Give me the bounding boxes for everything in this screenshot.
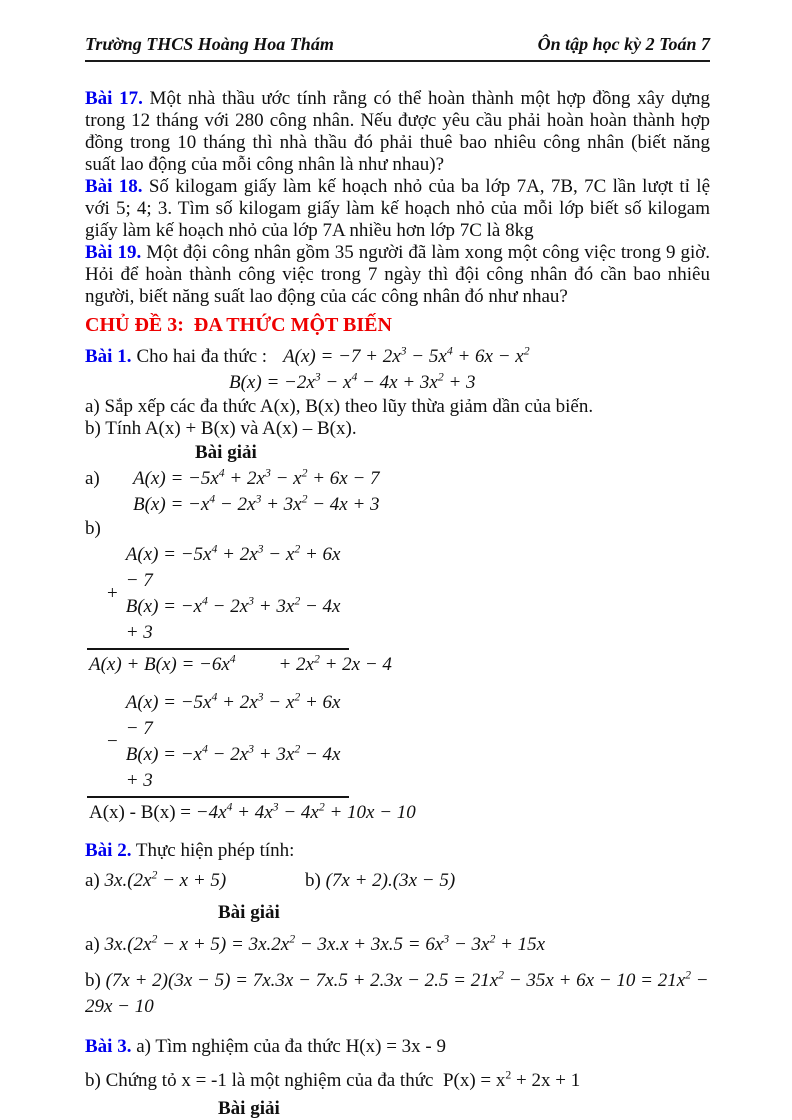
equation-b-of-x: $B(x) = -2x^3 - x^4 - 4x + 3x^2 + 3$ — [229, 370, 476, 393]
solution-2a-label: a) — [85, 934, 100, 955]
subtraction-row1: $A(x) = -5x^4 + 2x^3 - x^2 + 6x - 7$ — [125, 690, 341, 739]
header-doc-title: Ôn tập học kỳ 2 Toán 7 — [537, 34, 710, 54]
solution-1a-row1 — [85, 466, 710, 492]
minus-sign: − — [107, 731, 118, 752]
addition-result: $A(x) + B(x) = -6x^4$ + $2x^2 + 2x - 4$ — [89, 652, 392, 675]
problem-3-part-b-math: $P(x) = x^2 + 2x + 1$ — [442, 1068, 581, 1091]
solution-2a-math: $3x.(2x^2 - x + 5) = 3x.2x^2 - 3x.x + 3x.5 = 6x^3 - 3x^2 + 15x$ — [104, 932, 546, 955]
solution-1a-label: a) — [85, 468, 100, 489]
page-header — [85, 34, 710, 62]
subtraction-result-lhs: A(x) - B(x) = — [89, 802, 196, 823]
header-school-name: Trường THCS Hoàng Hoa Thám — [85, 34, 334, 54]
solution-2b-row — [85, 968, 710, 1020]
problem-17-text: Một nhà thầu ước tính rằng có thể hoàn thành một hợp đồng xây dựng trong 12 tháng với 280 công nhân. Nếu được yêu cầu phải hoàn hoàn thành hợp đồng trong 10 tháng thì nhà thầu đó phải thuê bao nhiêu công nhân (biết năng suất lao động của mỗi công nhân là như nhau)? — [85, 88, 710, 175]
topic-heading: CHỦ ĐỀ 3: ĐA THỨC MỘT BIẾN — [85, 314, 392, 336]
plus-sign: + — [107, 583, 118, 604]
problem-18-text: Số kilogam giấy làm kế hoạch nhỏ của ba lớp 7A, 7B, 7C lần lượt tỉ lệ với 5; 4; 3. Tìm số kilogam giấy làm kế hoạch nhỏ của mỗi lớp biết số kilogam giấy làm kế hoạch nhỏ của lớp 7A nhiều hơn lớp 7C là 8kg — [85, 176, 710, 241]
problem-3-part-b — [85, 1068, 710, 1094]
solution-2b-label: b) — [85, 970, 101, 991]
solution-1b-label: b) — [85, 518, 101, 539]
problem-2 — [85, 840, 710, 862]
problem-18 — [85, 176, 710, 242]
solution-1a-eq2: $B(x) = -x^4 - 2x^3 + 3x^2 - 4x + 3$ — [133, 492, 380, 515]
problem-3-part-a-text: a) Tìm nghiệm của đa thức H(x) = 3x - 9 — [136, 1036, 447, 1057]
problem-2-item-b-math: (7x + 2).(3x − 5) — [325, 870, 456, 891]
problem-1-part-a: a) Sắp xếp các đa thức A(x), B(x) theo lũy thừa giảm dần của biến. — [85, 396, 594, 417]
subtraction-row2: $B(x) = -x^4 - 2x^3 + 3x^2 - 4x + 3$ — [125, 742, 341, 791]
subtraction-result — [89, 800, 710, 826]
solution-heading-3: Bài giải — [218, 1098, 280, 1119]
problem-2-intro: Thực hiện phép tính: — [135, 840, 295, 861]
problem-19 — [85, 242, 710, 308]
subtraction-result-rhs: $-4x^4 + 4x^3 - 4x^2 + 10x - 10$ — [195, 800, 416, 823]
problem-17-label: Bài 17. — [85, 88, 143, 109]
subtraction-block — [85, 690, 710, 826]
problem-3-label: Bài 3. — [85, 1036, 132, 1057]
addition-operands — [87, 542, 349, 650]
problem-2-item-a-math: $3x.(2x^2 - x + 5)$ — [104, 868, 227, 891]
problem-1-label: Bài 1. — [85, 346, 132, 367]
solution-2a-row — [85, 932, 710, 958]
problem-19-label: Bài 19. — [85, 242, 142, 263]
solution-1a-eq1: $A(x) = -5x^4 + 2x^3 - x^2 + 6x - 7$ — [133, 466, 380, 489]
problem-18-label: Bài 18. — [85, 176, 143, 197]
problem-1 — [85, 344, 710, 370]
addition-row1: $A(x) = -5x^4 + 2x^3 - x^2 + 6x - 7$ — [125, 542, 341, 591]
problem-19-text: Một đội công nhân gồm 35 người đã làm xong một công việc trong 9 giờ. Hỏi để hoàn thành công việc trong 7 ngày thì đội công nhân đó cần bao nhiêu người, biết năng suất lao động của các công nhân đó như nhau? — [85, 242, 711, 307]
equation-b-of-x-row — [229, 370, 710, 396]
problem-2-item-b: b) (7x + 2).(3x − 5) — [305, 870, 456, 891]
equation-a-of-x: $A(x) = -7 + 2x^3 - 5x^4 + 6x - x^2$ — [283, 344, 530, 367]
problem-2-item-a: a) $3x.(2x^2 - x + 5)$ — [85, 868, 227, 891]
problem-3-part-b-text: b) Chứng tỏ x = -1 là một nghiệm của đa thức — [85, 1070, 434, 1091]
solution-2b-math: $(7x + 2)(3x - 5) = 7x.3x - 7x.5 + 2.3x - 2.5 = 21x^2 - 35x + 6x - 10 = 21x^2 - 29x - 10$ — [85, 968, 709, 1017]
solution-heading-2: Bài giải — [218, 902, 280, 923]
problem-17 — [85, 88, 710, 176]
solution-1a-row2 — [85, 492, 710, 518]
problem-1-intro: Cho hai đa thức : — [136, 346, 268, 367]
addition-row2: $B(x) = -x^4 - 2x^3 + 3x^2 - 4x + 3$ — [125, 594, 341, 643]
problem-2-items — [85, 868, 710, 894]
addition-block — [85, 542, 710, 678]
problem-3-part-a — [85, 1034, 710, 1060]
document-content — [85, 88, 710, 1120]
problem-1-part-b: b) Tính A(x) + B(x) và A(x) – B(x). — [85, 418, 357, 439]
solution-heading-1: Bài giải — [195, 442, 257, 463]
problem-2-label: Bài 2. — [85, 840, 132, 861]
subtraction-operands — [87, 690, 349, 798]
